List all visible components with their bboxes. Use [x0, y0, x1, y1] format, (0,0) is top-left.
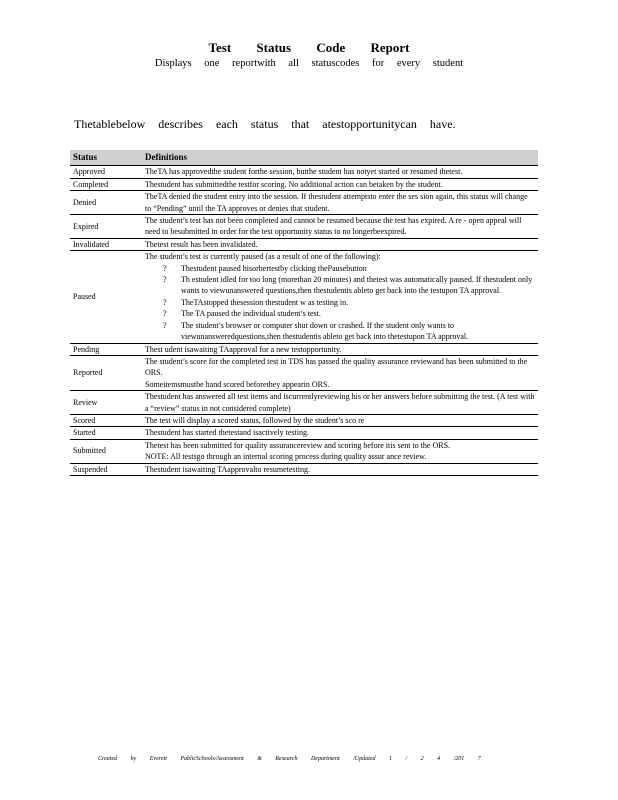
table-row [70, 238, 538, 250]
definition-cell: Thestudent isawaiting TAapprovalto resumetesting. [142, 463, 538, 475]
table-row [70, 463, 538, 475]
list-item-text: The TA paused the individual student’s test. [181, 309, 321, 319]
status-cell: Expired [70, 215, 142, 239]
table-row [70, 439, 538, 463]
list-item-text: Thestudent paused hisorhertestby clicking thePausebutton [181, 263, 367, 273]
definition-cell [142, 439, 538, 463]
definition-cell: The student’s test has not been completed and cannot be resumed because the test has expired. A re - open appeal will need to besubmitted in order for the test opportunity status to no longerbeexpired. [142, 215, 538, 239]
status-cell: Pending [70, 343, 142, 355]
status-cell: Submitted [70, 439, 142, 463]
table-row [70, 215, 538, 239]
column-header-definitions: Definitions [142, 150, 538, 166]
definition-cell: Thest udent isawaiting TAapproval for a new testopportunity. [142, 343, 538, 355]
status-cell: Invalidated [70, 238, 142, 250]
paused-reasons-list [145, 263, 535, 343]
table-row [70, 414, 538, 426]
definition-text: The student’s score for the completed test in TDS has passed the quality assurance reviewand has been submitted to the ORS. [145, 356, 528, 378]
definition-cell [142, 355, 538, 390]
table-row [70, 343, 538, 355]
status-cell: Denied [70, 191, 142, 215]
definition-cell: The test will display a scored status, followed by the student’s sco re [142, 414, 538, 426]
status-cell: Reported [70, 355, 142, 390]
page-title: Test Status Code Report [208, 40, 410, 55]
definition-cell: TheTA has approvedthe student forthe session, butthe student has notyet started or resumed thetest. [142, 166, 538, 178]
list-item-text: TheTAstopped thesession thestudent w as testing in. [181, 297, 349, 307]
definition-note: Someitemsmustbe hand scored beforethey appearin ORS. [145, 379, 330, 389]
list-item [163, 308, 535, 319]
page-footer: Created by Everett PublicSchools/Assessment & Research Department /Updated 1 / 2 4 /201 7 [98, 756, 481, 762]
status-table [70, 150, 538, 476]
bullet-icon: ? [163, 263, 167, 273]
table-row [70, 166, 538, 178]
status-cell: Paused [70, 251, 142, 343]
table-row [70, 178, 538, 190]
column-header-status: Status [70, 150, 142, 166]
table-row [70, 427, 538, 439]
definition-cell: Thestudent has started thetestand isactively testing. [142, 427, 538, 439]
table-header-row [70, 150, 538, 166]
list-item [163, 320, 535, 343]
status-cell: Review [70, 391, 142, 415]
status-cell: Suspended [70, 463, 142, 475]
list-item-text: Th estudent idled for too long (morethan 20 minutes) and thetest was automatically paused. If thestudent only wants to viewunanswered questions,then thestudentis ableto get back into the testupon TA approval. [181, 275, 533, 296]
bullet-icon: ? [163, 309, 167, 319]
definition-cell [142, 251, 538, 343]
list-item [163, 263, 535, 274]
bullet-icon: ? [163, 275, 167, 285]
list-item-text: The student’s browser or computer shut down or crashed. If the student only wants to viewunansweredquestions,then thestudentis ableto get back into thetestupon TA approval. [181, 320, 469, 342]
definition-cell: Thestudent has submittedthe testfor scoring. No additional action can betaken by the student. [142, 178, 538, 190]
intro-paragraph: Thetablebelow describes each status that atestopportunitycan have. [74, 117, 456, 131]
definition-note: NOTE: All testsgo through an internal scoring process during quality assur ance review. [145, 452, 427, 462]
page-subtitle: Displays one reportwith all statuscodes for every student [154, 58, 464, 69]
status-cell: Scored [70, 414, 142, 426]
status-cell: Approved [70, 166, 142, 178]
definition-text: Thetest has been submitted for quality assurancereview and scoring before itis sent to the ORS. [145, 440, 451, 450]
table-row [70, 251, 538, 343]
definition-cell: Thetest result has been invalidated. [142, 238, 538, 250]
status-cell: Started [70, 427, 142, 439]
table-row [70, 391, 538, 415]
list-item [163, 297, 535, 308]
table-row [70, 191, 538, 215]
definition-text: The student’s test is currently paused (as a result of one of the following): [145, 252, 381, 262]
table-row [70, 355, 538, 390]
list-item [163, 274, 535, 297]
definition-cell: TheTA denied the student entry into the session. If thestudent attemptsto enter the ses sion again, this status will change to “Pending” until the TA approves or denies that student. [142, 191, 538, 215]
definition-cell: Thestudent has answered all test items and iscurrentlyreviewing his or her answers before submitting the test. (A test with a “review” status in not considered complete) [142, 391, 538, 415]
status-cell: Completed [70, 178, 142, 190]
bullet-icon: ? [163, 297, 167, 307]
bullet-icon: ? [163, 320, 167, 330]
